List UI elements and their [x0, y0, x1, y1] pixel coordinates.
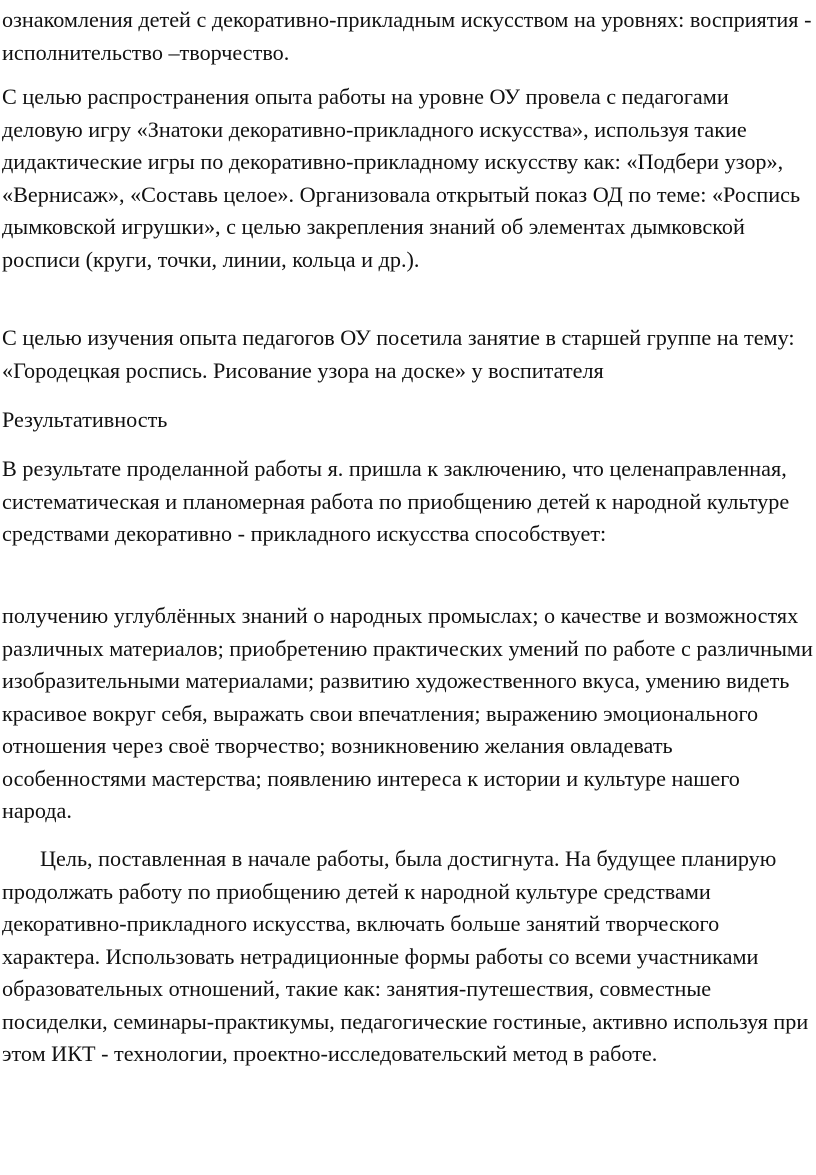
section-heading-results: Результативность	[2, 407, 168, 432]
paragraph-experience-sharing: С целью распространения опыта работы на уровне ОУ провела с педагогами деловую игру «Знатоки декоративно-прикладного искусства», используя такие дидактические игры по декоративно-прикладному искусству как: «Подбери узор», «Вернисаж», «Составь целое». Организовала открытый показ ОД по теме: «Роспись дымковской игрушки», с целью закрепления знаний об элементах дымковской росписи (круги, точки, линии, кольца и др.).	[2, 84, 801, 272]
paragraph-goal-and-plans: Цель, поставленная в начале работы, была достигнута. На будущее планирую продолжать работу по приобщению детей к народной культуре средствами декоративно-прикладного искусства, включать больше занятий творческого характера. Использовать нетрадиционные формы работы со всеми участниками образовательных отношений, такие как: занятия-путешествия, совместные посиделки, семинары-практикумы, педагогические гостиные, активно используя при этом ИКТ - технологии, проектно-исследовательский метод в работе.	[2, 846, 809, 1066]
paragraph-levels-intro: ознакомления детей с декоративно-прикладным искусством на уровнях: восприятия - исполнительство –творчество.	[2, 7, 812, 65]
paragraph-lesson-visit: С целью изучения опыта педагогов ОУ посетила занятие в старшей группе на тему: «Городецкая роспись. Рисование узора на доске» у воспитателя	[2, 325, 795, 383]
paragraph-conclusion: В результате проделанной работы я. пришла к заключению, что целенаправленная, систематическая и планомерная работа по приобщению детей к народной культуре средствами декоративно - прикладного искусства способствует:	[2, 456, 790, 546]
paragraph-outcomes-list: получению углублённых знаний о народных промыслах; о качестве и возможностях различных материалов; приобретению практических умений по работе с различными изобразительными материалами; развитию художественного вкуса, умению видеть красивое вокруг себя, выражать свои впечатления; выражению эмоционального отношения через своё творчество; возникновению желания овладевать особенностями мастерства; появлению интереса к истории и культуре нашего народа.	[2, 603, 813, 823]
